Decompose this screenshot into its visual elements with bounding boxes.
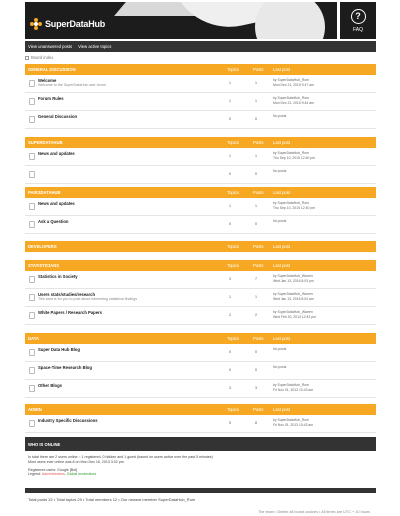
topics-count: 3: [229, 386, 231, 390]
posts-count: 0: [255, 172, 257, 176]
posts-column-label: Posts: [253, 244, 264, 249]
forum-category: [25, 333, 376, 398]
last-post-info: [273, 151, 373, 160]
last-post-column-label: Last post: [273, 407, 290, 412]
last-post-info: [273, 114, 373, 119]
navbar: [25, 41, 376, 52]
forum-title-link[interactable]: Ask a Question: [38, 219, 69, 224]
forum-category: [25, 187, 376, 234]
forum-read-icon: [29, 171, 35, 178]
forum-row: [25, 75, 376, 93]
topics-count: 2: [229, 313, 231, 317]
last-post-info: [273, 169, 373, 174]
statistics: [25, 488, 376, 504]
forum-row: [25, 166, 376, 184]
forum-row: [25, 415, 376, 433]
last-post-info: [273, 418, 373, 427]
topics-column-label: Topics: [227, 140, 239, 145]
forum-read-icon: [29, 276, 35, 283]
last-post-line[interactable]: by SuperDataHub_Rom: [273, 418, 309, 422]
forum-title-link[interactable]: Super Data Hub Blog: [38, 347, 80, 352]
topics-column-label: Topics: [227, 244, 239, 249]
forum-row: [25, 111, 376, 129]
forum-title-link[interactable]: Industry Specific Discussions: [38, 418, 98, 423]
posts-count: 0: [255, 117, 257, 121]
forum-description: This area is for you to post about interesting statistical findings: [38, 297, 138, 301]
forum-title-link[interactable]: Welcome: [38, 78, 57, 83]
forum-title-link[interactable]: Space-Time Research Blog: [38, 365, 92, 370]
category-header: [25, 260, 376, 271]
posts-column-label: Posts: [253, 140, 264, 145]
breadcrumb: [25, 55, 53, 60]
topics-count: 1: [229, 295, 231, 299]
last-post-info: [273, 383, 373, 392]
posts-column-label: Posts: [253, 407, 264, 412]
posts-count: 1: [255, 99, 257, 103]
topics-count: 0: [229, 117, 231, 121]
site-logo[interactable]: [30, 16, 105, 32]
forum-row: [25, 148, 376, 166]
posts-count: 1: [255, 204, 257, 208]
category-header: [25, 404, 376, 415]
last-post-info: [273, 292, 373, 301]
last-post-column-label: Last post: [273, 263, 290, 268]
last-post-line[interactable]: by SuperDataHub_Warren: [273, 274, 313, 278]
forum-read-icon: [29, 349, 35, 356]
logo-icon: [30, 18, 43, 31]
last-post-line[interactable]: by SuperDataHub_Warren: [273, 292, 313, 296]
forum-row: [25, 362, 376, 380]
unanswered-posts-link[interactable]: View unanswered posts: [28, 44, 73, 49]
last-post-info: [273, 201, 373, 210]
topics-count: 1: [229, 154, 231, 158]
last-post-line: Thu Sep 10, 2015 12:40 pm: [273, 205, 316, 210]
forum-category: [25, 241, 376, 252]
forum-category: [25, 404, 376, 433]
forum-read-icon: [29, 294, 35, 301]
topics-column-label: Topics: [227, 67, 239, 72]
forum-row: [25, 307, 376, 325]
topics-column-label: Topics: [227, 407, 239, 412]
last-post-line[interactable]: by SuperDataHub_Rom: [273, 151, 309, 155]
forum-title-link[interactable]: White Papers / Research Papers: [38, 310, 103, 315]
forum-read-icon: [29, 420, 35, 427]
forum-row: [25, 344, 376, 362]
topics-count: 1: [229, 99, 231, 103]
last-post-line[interactable]: No posts: [273, 219, 287, 223]
last-post-column-label: Last post: [273, 67, 290, 72]
faq-button[interactable]: [340, 2, 376, 39]
forum-title-link[interactable]: News and updates: [38, 151, 75, 156]
category-title[interactable]: GENERAL DISCUSSION: [28, 67, 76, 72]
question-icon: ?: [351, 9, 366, 24]
forum-title-link[interactable]: Other Blogs: [38, 383, 62, 388]
posts-count: 1: [255, 81, 257, 85]
last-post-info: [273, 219, 373, 224]
forum-read-icon: [29, 80, 35, 87]
posts-count: 2: [255, 313, 257, 317]
forum-title-link[interactable]: General Discussion: [38, 114, 78, 119]
site-header: [25, 2, 337, 39]
legend-administrators[interactable]: Administrators: [41, 472, 65, 477]
registered-users: Registered users: Google [Bot]: [28, 467, 78, 472]
category-title[interactable]: STATISTICIANS: [28, 263, 60, 268]
last-post-line[interactable]: by SuperDataHub_Rom: [273, 201, 309, 205]
forum-category: [25, 64, 376, 129]
category-title[interactable]: ADMIN: [28, 407, 42, 412]
forum-read-icon: [29, 203, 35, 210]
last-post-info: [273, 310, 373, 319]
topics-count: 3: [229, 277, 231, 281]
topics-count: 0: [229, 350, 231, 354]
posts-column-label: Posts: [253, 67, 264, 72]
last-post-info: [273, 96, 373, 105]
legend: Legend: Administrators, Global moderators: [28, 472, 97, 477]
last-post-line[interactable]: by SuperDataHub_Rom: [273, 78, 309, 82]
forum-description: Welcome to the SuperDataHub user forum: [38, 83, 106, 87]
last-post-column-label: Last post: [273, 140, 290, 145]
last-post-column-label: Last post: [273, 244, 290, 249]
footer-links[interactable]: The team • Delete all board cookies • All times are UTC + 10 hours: [258, 510, 371, 514]
header-decoration: [255, 2, 325, 39]
forum-read-icon: [29, 98, 35, 105]
forum-row: [25, 380, 376, 398]
last-post-info: [273, 365, 373, 370]
category-header: [25, 333, 376, 344]
forum-category: [25, 260, 376, 325]
topics-count: 5: [229, 421, 231, 425]
posts-count: 8: [255, 421, 257, 425]
posts-count: 3: [255, 386, 257, 390]
forum-row: [25, 271, 376, 289]
last-post-line: Fri Nov 01, 2013 10:43 am: [273, 387, 314, 392]
topics-column-label: Topics: [227, 263, 239, 268]
last-post-line[interactable]: No posts: [273, 169, 287, 173]
active-topics-link[interactable]: View active topics: [78, 44, 112, 49]
forum-row: [25, 93, 376, 111]
who-is-online: [25, 437, 376, 481]
posts-column-label: Posts: [253, 190, 264, 195]
topics-count: 1: [229, 204, 231, 208]
category-header: [25, 64, 376, 75]
topics-count: 0: [229, 368, 231, 372]
category-header: [25, 187, 376, 198]
last-post-line[interactable]: No posts: [273, 114, 287, 118]
home-icon: [25, 56, 29, 60]
last-post-info: [273, 347, 373, 352]
posts-count: 7: [255, 277, 257, 281]
faq-label: FAQ: [352, 27, 363, 33]
forum-title-link[interactable]: Users stats/studies/research: [38, 292, 96, 297]
topics-count: 0: [229, 222, 231, 226]
posts-column-label: Posts: [253, 263, 264, 268]
last-post-line[interactable]: No posts: [273, 365, 287, 369]
last-post-line: Wed Feb 20, 2013 12:43 pm: [273, 314, 316, 319]
forum-category: [25, 137, 376, 184]
forum-read-icon: [29, 221, 35, 228]
category-title[interactable]: DEVELOPERS: [28, 244, 57, 249]
legend-label: Legend:: [28, 472, 41, 477]
category-header: [25, 137, 376, 148]
statistics-text: Total posts 32 • Total topics 29 • Total members 12 • Our newest member SuperDataHub_Rom: [28, 497, 196, 502]
forum-read-icon: [29, 367, 35, 374]
last-post-line[interactable]: No posts: [273, 347, 287, 351]
online-summary: In total there are 2 users online :: 1 registered, 0 hidden and 1 guest (based on users active over the past 5 minutes): [28, 455, 213, 459]
online-record: Most users ever online was 8 on Mon Dec 16, 2013 3:02 pm: [28, 459, 124, 464]
forum-title-link[interactable]: Statistics in Society: [38, 274, 78, 279]
forum-row: [25, 198, 376, 216]
forum-read-icon: [29, 385, 35, 392]
category-title[interactable]: SUPERDATAHUB: [28, 140, 63, 145]
last-post-line: Mon Dec 21, 2015 9:44 am: [273, 100, 314, 105]
last-post-info: [273, 274, 373, 283]
posts-count: 1: [255, 295, 257, 299]
forum-read-icon: [29, 312, 35, 319]
forum-read-icon: [29, 116, 35, 123]
last-post-column-label: Last post: [273, 336, 290, 341]
posts-count: 0: [255, 222, 257, 226]
last-post-line[interactable]: by SuperDataHub_Rom: [273, 96, 309, 100]
topics-count: 1: [229, 81, 231, 85]
posts-count: 0: [255, 368, 257, 372]
posts-column-label: Posts: [253, 336, 264, 341]
category-title[interactable]: PAIRSDATAHUB: [28, 190, 61, 195]
last-post-line: Fri Nov 01, 2013 10:43 am: [273, 422, 314, 427]
site-name: SuperDataHub: [45, 19, 106, 29]
last-post-column-label: Last post: [273, 190, 290, 195]
category-title[interactable]: DATA: [28, 336, 40, 341]
posts-count: 1: [255, 154, 257, 158]
topics-column-label: Topics: [227, 190, 239, 195]
last-post-info: [273, 78, 373, 87]
board-index-link[interactable]: Board index: [31, 55, 54, 60]
forum-title-link[interactable]: Forum Rules: [38, 96, 64, 101]
last-post-line: Mon Dec 21, 2015 9:47 am: [273, 82, 314, 87]
who-is-online-title: WHO IS ONLINE: [25, 437, 376, 451]
category-header: [25, 241, 376, 252]
last-post-line: Wed Jan 13, 2016 8:04 am: [273, 296, 314, 301]
last-post-line: Wed Jan 13, 2016 8:03 pm: [273, 278, 314, 283]
posts-count: 0: [255, 350, 257, 354]
forum-row: [25, 289, 376, 307]
forum-read-icon: [29, 153, 35, 160]
last-post-line[interactable]: by SuperDataHub_Rom: [273, 383, 309, 387]
legend-global-moderators[interactable]: Global moderators: [66, 472, 97, 477]
topics-count: 0: [229, 172, 231, 176]
last-post-line: Thu Sep 10, 2015 12:40 pm: [273, 155, 316, 160]
topics-column-label: Topics: [227, 336, 239, 341]
forum-row: [25, 216, 376, 234]
forum-title-link[interactable]: News and updates: [38, 201, 75, 206]
last-post-line[interactable]: by SuperDataHub_Warren: [273, 310, 313, 314]
